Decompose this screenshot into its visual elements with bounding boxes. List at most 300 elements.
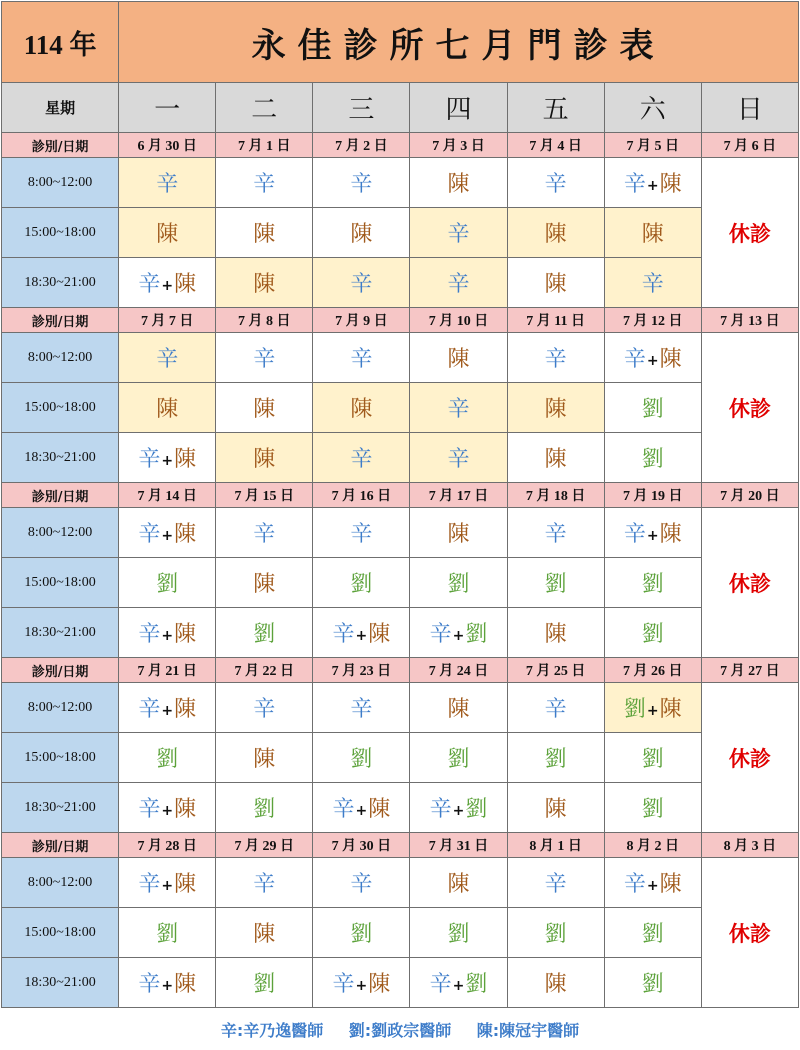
doctor-xin: 辛 — [253, 172, 276, 197]
date-cell: 7 月 25 日 — [507, 658, 604, 683]
date-cell: 7 月 28 日 — [119, 833, 216, 858]
date-cell: 7 月 6 日 — [701, 133, 798, 158]
schedule-cell — [507, 433, 604, 483]
doctor-liu: 劉 — [544, 572, 567, 597]
doctor-chen: 陳 — [174, 272, 197, 297]
time-slot-label: 15:00~18:00 — [2, 908, 119, 958]
time-slot-label: 15:00~18:00 — [2, 383, 119, 433]
doctor-chen: 陳 — [544, 447, 567, 472]
schedule-cell — [313, 508, 410, 558]
schedule-cell — [604, 558, 701, 608]
doctor-chen: 陳 — [156, 397, 179, 422]
weekday-thu: 四 — [410, 83, 507, 133]
doctor-xin: 辛 — [138, 872, 161, 897]
schedule-cell — [216, 433, 313, 483]
schedule-cell — [119, 258, 216, 308]
schedule-cell — [216, 558, 313, 608]
date-cell: 8 月 1 日 — [507, 833, 604, 858]
doctor-xin: 辛 — [447, 222, 470, 247]
schedule-cell — [410, 383, 507, 433]
doctor-chen: 陳 — [544, 397, 567, 422]
slot-row — [2, 908, 799, 958]
date-cell: 7 月 3 日 — [410, 133, 507, 158]
schedule-cell — [216, 608, 313, 658]
sunday-closed-cell: 休診 — [701, 333, 798, 483]
doctor-xin: 辛 — [350, 347, 373, 372]
schedule-cell — [507, 958, 604, 1008]
doctor-chen: 陳 — [659, 872, 682, 897]
plus-sign: + — [161, 453, 174, 469]
time-slot-label: 18:30~21:00 — [2, 433, 119, 483]
schedule-cell — [507, 733, 604, 783]
doctor-xin: 辛 — [544, 697, 567, 722]
doctor-xin: 辛 — [544, 347, 567, 372]
date-cell: 8 月 3 日 — [701, 833, 798, 858]
schedule-cell — [507, 508, 604, 558]
schedule-cell — [216, 683, 313, 733]
schedule-cell — [410, 508, 507, 558]
schedule-cell — [604, 258, 701, 308]
doctor-chen: 陳 — [368, 972, 391, 997]
doctor-xin: 辛 — [447, 397, 470, 422]
schedule-cell — [216, 908, 313, 958]
date-cell: 7 月 27 日 — [701, 658, 798, 683]
schedule-cell — [410, 333, 507, 383]
doctor-chen: 陳 — [253, 922, 276, 947]
date-cell: 7 月 15 日 — [216, 483, 313, 508]
date-cell: 7 月 1 日 — [216, 133, 313, 158]
doctor-xin: 辛 — [447, 447, 470, 472]
date-cell: 7 月 20 日 — [701, 483, 798, 508]
sunday-closed-cell: 休診 — [701, 858, 798, 1008]
doctor-xin: 辛 — [429, 622, 452, 647]
doctor-liu: 劉 — [253, 622, 276, 647]
doctor-liu: 劉 — [465, 797, 488, 822]
schedule-cell — [604, 208, 701, 258]
schedule-cell — [410, 158, 507, 208]
date-cell: 7 月 13 日 — [701, 308, 798, 333]
doctor-liu: 劉 — [641, 622, 664, 647]
date-row-label: 診別/日期 — [2, 833, 119, 858]
doctor-xin: 辛 — [623, 872, 646, 897]
schedule-cell — [313, 958, 410, 1008]
plus-sign: + — [646, 353, 659, 369]
doctor-chen: 陳 — [174, 872, 197, 897]
doctor-chen: 陳 — [544, 222, 567, 247]
doctor-xin: 辛 — [544, 872, 567, 897]
date-cell: 7 月 19 日 — [604, 483, 701, 508]
doctor-chen: 陳 — [156, 222, 179, 247]
doctor-liu: 劉 — [350, 572, 373, 597]
doctor-liu: 劉 — [641, 447, 664, 472]
schedule-cell — [604, 683, 701, 733]
time-slot-label: 18:30~21:00 — [2, 783, 119, 833]
doctor-xin: 辛 — [332, 972, 355, 997]
schedule-cell — [216, 858, 313, 908]
date-cell: 7 月 29 日 — [216, 833, 313, 858]
doctor-xin: 辛 — [332, 797, 355, 822]
schedule-cell — [313, 608, 410, 658]
schedule-cell — [313, 208, 410, 258]
doctor-liu: 劉 — [641, 397, 664, 422]
sunday-closed-cell: 休診 — [701, 683, 798, 833]
schedule-cell — [410, 908, 507, 958]
plus-sign: + — [646, 528, 659, 544]
schedule-cell — [507, 208, 604, 258]
date-cell: 8 月 2 日 — [604, 833, 701, 858]
slot-row — [2, 683, 799, 733]
doctor-xin: 辛 — [350, 272, 373, 297]
schedule-cell — [313, 858, 410, 908]
schedule-cell — [604, 733, 701, 783]
date-cell: 7 月 11 日 — [507, 308, 604, 333]
doctor-liu: 劉 — [156, 747, 179, 772]
doctor-liu: 劉 — [641, 922, 664, 947]
sunday-closed-cell: 休診 — [701, 158, 798, 308]
doctor-xin: 辛 — [641, 272, 664, 297]
schedule-cell — [313, 333, 410, 383]
schedule-cell — [216, 333, 313, 383]
schedule-cell — [119, 608, 216, 658]
doctor-liu: 劉 — [156, 572, 179, 597]
page-title: 永佳診所七月門診表 — [119, 2, 799, 83]
schedule-cell — [507, 258, 604, 308]
doctor-xin: 辛 — [156, 347, 179, 372]
slot-row — [2, 733, 799, 783]
schedule-cell — [313, 158, 410, 208]
weekday-sat: 六 — [604, 83, 701, 133]
doctor-xin: 辛 — [544, 172, 567, 197]
doctor-liu: 劉 — [253, 972, 276, 997]
doctor-liu: 劉 — [623, 697, 646, 722]
date-row — [2, 483, 799, 508]
doctor-chen: 陳 — [253, 272, 276, 297]
schedule-cell — [507, 158, 604, 208]
weekday-header-label: 星期 — [2, 83, 119, 133]
doctor-liu: 劉 — [641, 797, 664, 822]
date-cell: 7 月 14 日 — [119, 483, 216, 508]
slot-row — [2, 608, 799, 658]
schedule-cell — [410, 858, 507, 908]
schedule-cell — [119, 733, 216, 783]
schedule-cell — [410, 733, 507, 783]
schedule-cell — [604, 433, 701, 483]
legend-chen: 陳:陳冠宇醫師 — [476, 1021, 580, 1040]
plus-sign: + — [646, 703, 659, 719]
schedule-cell — [216, 383, 313, 433]
doctor-xin: 辛 — [138, 447, 161, 472]
doctor-xin: 辛 — [253, 697, 276, 722]
doctor-chen: 陳 — [350, 222, 373, 247]
schedule-cell — [119, 958, 216, 1008]
doctor-chen: 陳 — [447, 697, 470, 722]
schedule-cell — [507, 908, 604, 958]
weekday-fri: 五 — [507, 83, 604, 133]
doctor-xin: 辛 — [156, 172, 179, 197]
doctor-xin: 辛 — [253, 347, 276, 372]
doctor-xin: 辛 — [138, 797, 161, 822]
schedule-cell — [410, 608, 507, 658]
schedule-cell — [216, 258, 313, 308]
doctor-legend — [0, 1018, 800, 1041]
doctor-liu: 劉 — [447, 922, 470, 947]
plus-sign: + — [161, 628, 174, 644]
slot-row — [2, 858, 799, 908]
doctor-chen: 陳 — [544, 972, 567, 997]
schedule-cell — [216, 783, 313, 833]
weekday-header-row — [2, 83, 799, 133]
weekday-tue: 二 — [216, 83, 313, 133]
doctor-xin: 辛 — [350, 172, 373, 197]
doctor-chen: 陳 — [253, 397, 276, 422]
weekday-mon: 一 — [119, 83, 216, 133]
schedule-cell — [507, 333, 604, 383]
plus-sign: + — [161, 528, 174, 544]
schedule-cell — [119, 908, 216, 958]
date-cell: 7 月 21 日 — [119, 658, 216, 683]
doctor-liu: 劉 — [253, 797, 276, 822]
doctor-chen: 陳 — [174, 797, 197, 822]
doctor-liu: 劉 — [465, 622, 488, 647]
date-row — [2, 833, 799, 858]
date-cell: 7 月 26 日 — [604, 658, 701, 683]
date-cell: 6 月 30 日 — [119, 133, 216, 158]
date-cell: 7 月 5 日 — [604, 133, 701, 158]
plus-sign: + — [161, 878, 174, 894]
schedule-cell — [507, 608, 604, 658]
schedule-cell — [216, 508, 313, 558]
doctor-chen: 陳 — [659, 522, 682, 547]
date-row-label: 診別/日期 — [2, 658, 119, 683]
doctor-chen: 陳 — [447, 347, 470, 372]
doctor-chen: 陳 — [447, 872, 470, 897]
doctor-xin: 辛 — [138, 972, 161, 997]
doctor-chen: 陳 — [174, 972, 197, 997]
doctor-xin: 辛 — [253, 872, 276, 897]
weekday-wed: 三 — [313, 83, 410, 133]
date-row — [2, 658, 799, 683]
slot-row — [2, 258, 799, 308]
legend-liu: 劉:劉政宗醫師 — [348, 1021, 452, 1040]
schedule-cell — [119, 383, 216, 433]
doctor-liu: 劉 — [641, 572, 664, 597]
doctor-liu: 劉 — [544, 922, 567, 947]
schedule-cell — [410, 958, 507, 1008]
plus-sign: + — [355, 978, 368, 994]
schedule-cell — [119, 558, 216, 608]
doctor-chen: 陳 — [174, 697, 197, 722]
schedule-cell — [410, 433, 507, 483]
date-cell: 7 月 8 日 — [216, 308, 313, 333]
slot-row — [2, 558, 799, 608]
doctor-xin: 辛 — [623, 172, 646, 197]
schedule-cell — [119, 783, 216, 833]
date-cell: 7 月 12 日 — [604, 308, 701, 333]
schedule-cell — [119, 208, 216, 258]
date-cell: 7 月 2 日 — [313, 133, 410, 158]
schedule-cell — [604, 383, 701, 433]
plus-sign: + — [161, 703, 174, 719]
schedule-cell — [216, 208, 313, 258]
time-slot-label: 18:30~21:00 — [2, 258, 119, 308]
plus-sign: + — [161, 803, 174, 819]
doctor-xin: 辛 — [544, 522, 567, 547]
schedule-cell — [313, 558, 410, 608]
schedule-cell — [119, 433, 216, 483]
schedule-cell — [410, 683, 507, 733]
time-slot-label: 8:00~12:00 — [2, 508, 119, 558]
year-label: 114 年 — [2, 2, 119, 83]
time-slot-label: 15:00~18:00 — [2, 558, 119, 608]
doctor-xin: 辛 — [429, 797, 452, 822]
schedule-cell — [313, 683, 410, 733]
date-cell: 7 月 4 日 — [507, 133, 604, 158]
sunday-closed-cell: 休診 — [701, 508, 798, 658]
time-slot-label: 8:00~12:00 — [2, 333, 119, 383]
doctor-chen: 陳 — [368, 622, 391, 647]
schedule-cell — [313, 433, 410, 483]
schedule-cell — [313, 258, 410, 308]
doctor-chen: 陳 — [253, 447, 276, 472]
plus-sign: + — [355, 628, 368, 644]
doctor-chen: 陳 — [174, 522, 197, 547]
doctor-xin: 辛 — [138, 272, 161, 297]
slot-row — [2, 508, 799, 558]
date-row-label: 診別/日期 — [2, 308, 119, 333]
weekday-sun: 日 — [701, 83, 798, 133]
schedule-cell — [410, 783, 507, 833]
doctor-chen: 陳 — [174, 447, 197, 472]
slot-row — [2, 958, 799, 1008]
date-cell: 7 月 22 日 — [216, 658, 313, 683]
date-cell: 7 月 24 日 — [410, 658, 507, 683]
time-slot-label: 8:00~12:00 — [2, 683, 119, 733]
schedule-cell — [119, 683, 216, 733]
doctor-chen: 陳 — [368, 797, 391, 822]
doctor-liu: 劉 — [156, 922, 179, 947]
doctor-xin: 辛 — [429, 972, 452, 997]
schedule-cell — [507, 558, 604, 608]
schedule-cell — [313, 733, 410, 783]
plus-sign: + — [452, 978, 465, 994]
date-cell: 7 月 31 日 — [410, 833, 507, 858]
doctor-xin: 辛 — [332, 622, 355, 647]
date-cell: 7 月 18 日 — [507, 483, 604, 508]
date-cell: 7 月 23 日 — [313, 658, 410, 683]
date-cell: 7 月 7 日 — [119, 308, 216, 333]
date-cell: 7 月 30 日 — [313, 833, 410, 858]
doctor-xin: 辛 — [350, 697, 373, 722]
time-slot-label: 15:00~18:00 — [2, 208, 119, 258]
doctor-chen: 陳 — [174, 622, 197, 647]
schedule-cell — [604, 158, 701, 208]
date-cell: 7 月 16 日 — [313, 483, 410, 508]
doctor-chen: 陳 — [447, 172, 470, 197]
schedule-cell — [507, 683, 604, 733]
plus-sign: + — [452, 628, 465, 644]
doctor-chen: 陳 — [544, 797, 567, 822]
schedule-cell — [119, 333, 216, 383]
doctor-chen: 陳 — [659, 172, 682, 197]
schedule-cell — [604, 908, 701, 958]
doctor-xin: 辛 — [623, 522, 646, 547]
plus-sign: + — [161, 278, 174, 294]
schedule-cell — [313, 908, 410, 958]
date-cell: 7 月 9 日 — [313, 308, 410, 333]
doctor-liu: 劉 — [447, 747, 470, 772]
doctor-liu: 劉 — [447, 572, 470, 597]
schedule-cell — [313, 383, 410, 433]
doctor-xin: 辛 — [350, 872, 373, 897]
schedule-cell — [410, 208, 507, 258]
doctor-chen: 陳 — [447, 522, 470, 547]
plus-sign: + — [646, 178, 659, 194]
doctor-liu: 劉 — [641, 747, 664, 772]
schedule-cell — [604, 508, 701, 558]
slot-row — [2, 208, 799, 258]
doctor-liu: 劉 — [350, 922, 373, 947]
slot-row — [2, 433, 799, 483]
schedule-cell — [216, 958, 313, 1008]
schedule-cell — [507, 383, 604, 433]
plus-sign: + — [355, 803, 368, 819]
date-row-label: 診別/日期 — [2, 133, 119, 158]
doctor-chen: 陳 — [253, 747, 276, 772]
time-slot-label: 8:00~12:00 — [2, 858, 119, 908]
slot-row — [2, 158, 799, 208]
schedule-cell — [216, 733, 313, 783]
doctor-xin: 辛 — [138, 522, 161, 547]
schedule-cell — [507, 858, 604, 908]
slot-row — [2, 333, 799, 383]
plus-sign: + — [161, 978, 174, 994]
date-cell: 7 月 10 日 — [410, 308, 507, 333]
time-slot-label: 18:30~21:00 — [2, 608, 119, 658]
schedule-cell — [119, 508, 216, 558]
slot-row — [2, 383, 799, 433]
clinic-schedule-table — [1, 1, 799, 1008]
schedule-cell — [119, 158, 216, 208]
time-slot-label: 15:00~18:00 — [2, 733, 119, 783]
schedule-cell — [119, 858, 216, 908]
doctor-chen: 陳 — [544, 272, 567, 297]
title-row — [2, 2, 799, 83]
doctor-xin: 辛 — [447, 272, 470, 297]
doctor-chen: 陳 — [544, 622, 567, 647]
doctor-liu: 劉 — [350, 747, 373, 772]
date-cell: 7 月 17 日 — [410, 483, 507, 508]
doctor-chen: 陳 — [253, 572, 276, 597]
legend-xin: 辛:辛乃逸醫師 — [220, 1021, 324, 1040]
doctor-chen: 陳 — [350, 397, 373, 422]
schedule-cell — [604, 608, 701, 658]
schedule-cell — [313, 783, 410, 833]
doctor-xin: 辛 — [138, 697, 161, 722]
doctor-xin: 辛 — [623, 347, 646, 372]
doctor-xin: 辛 — [350, 522, 373, 547]
doctor-chen: 陳 — [659, 347, 682, 372]
schedule-cell — [604, 958, 701, 1008]
slot-row — [2, 783, 799, 833]
time-slot-label: 8:00~12:00 — [2, 158, 119, 208]
schedule-cell — [410, 558, 507, 608]
doctor-chen: 陳 — [659, 697, 682, 722]
doctor-chen: 陳 — [253, 222, 276, 247]
schedule-cell — [410, 258, 507, 308]
doctor-chen: 陳 — [641, 222, 664, 247]
schedule-cell — [507, 783, 604, 833]
doctor-xin: 辛 — [350, 447, 373, 472]
